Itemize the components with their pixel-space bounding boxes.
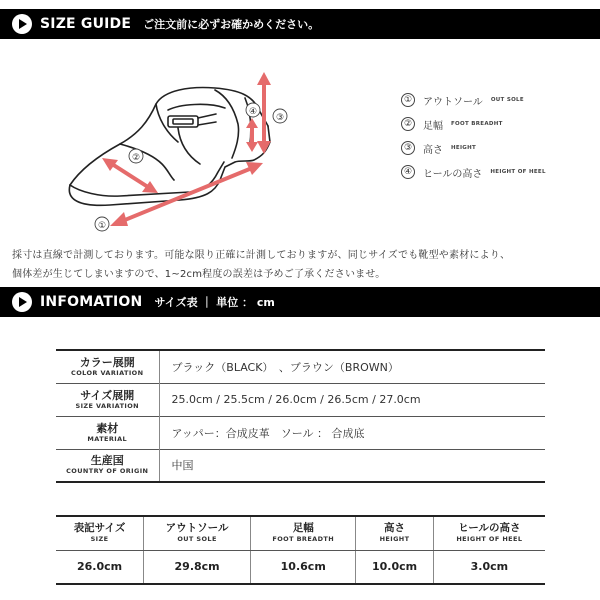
- table-header-row: [56, 516, 545, 550]
- size-measurement-table: [56, 515, 545, 585]
- row-value: 25.0cm / 25.5cm / 26.0cm / 26.5cm / 27.0cm: [171, 393, 421, 406]
- column-header-en: SIZE: [90, 535, 109, 544]
- column-header-en: FOOT BREADTH: [272, 535, 335, 544]
- column-header-en: HEIGHT OF HEEL: [456, 535, 523, 544]
- legend-label-en: OUT SOLE: [490, 97, 524, 103]
- column-header-ja: 表記サイズ: [73, 522, 126, 535]
- column-header-en: HEIGHT: [379, 535, 410, 544]
- row-label-en: MATERIAL: [87, 434, 128, 443]
- legend-number: ④: [401, 165, 415, 179]
- product-info-table: [56, 349, 545, 483]
- legend-label-ja: ヒールの高さ: [423, 168, 483, 180]
- table-row: [56, 449, 545, 482]
- column-header: [433, 516, 545, 550]
- column-header-en: OUT SOLE: [177, 535, 217, 544]
- legend-item: [401, 136, 546, 160]
- legend-label-ja: 高さ: [423, 144, 443, 156]
- row-header: [56, 383, 159, 416]
- play-icon: [12, 292, 32, 312]
- column-header-ja: アウトソール: [165, 522, 229, 535]
- legend-number: ③: [401, 141, 415, 155]
- marker-3: ③: [275, 113, 285, 123]
- row-label-ja: サイズ展開: [80, 388, 135, 402]
- row-label-ja: 生産国: [90, 454, 124, 468]
- marker-2: ②: [131, 153, 141, 163]
- column-header: [356, 516, 433, 550]
- legend-label-en: HEIGHT: [451, 145, 477, 151]
- heel-height-cell: 3.0cm: [433, 550, 545, 584]
- row-value: 中国: [171, 459, 194, 473]
- marker-1: ①: [97, 221, 107, 231]
- legend-number: ②: [401, 117, 415, 131]
- column-header: [56, 516, 144, 550]
- table-row: [56, 416, 545, 449]
- column-header-ja: ヒールの高さ: [458, 522, 521, 535]
- size-guide-title: SIZE GUIDE: [40, 16, 132, 32]
- measurement-note-line-2: 個体差が生じてしまいますので、1~2cm程度の誤差は予めご了承くださいませ。: [12, 269, 386, 280]
- row-label-en: COUNTRY OF ORIGIN: [66, 467, 149, 476]
- table-row: [56, 550, 545, 584]
- legend-item: [401, 160, 546, 184]
- height-cell: 10.0cm: [356, 550, 433, 584]
- row-label-ja: 素材: [96, 421, 119, 435]
- size-guide-subtitle: ご注文前に必ずお確かめください。: [143, 18, 320, 31]
- outsole-cell: 29.8cm: [144, 550, 251, 584]
- measurement-note-line-1: 採寸は直線で計測しております。可能な限り正確に計測しておりますが、同じサイズでも靴型や素材により、: [12, 250, 511, 261]
- play-icon: [12, 14, 32, 34]
- marker-4: ④: [248, 107, 258, 117]
- legend-item: [401, 88, 546, 112]
- legend-number: ①: [401, 93, 415, 107]
- table-row: [56, 383, 545, 416]
- legend-label-ja: 足幅: [423, 120, 443, 132]
- column-header: [251, 516, 356, 550]
- row-header: [56, 449, 159, 482]
- information-header: [0, 287, 600, 317]
- legend-label-en: FOOT BREADHT: [451, 121, 503, 127]
- row-header: [56, 416, 159, 449]
- shoe-diagram: [40, 52, 360, 242]
- legend-item: [401, 112, 546, 136]
- column-header-ja: 高さ: [384, 522, 406, 535]
- row-header: [56, 350, 159, 383]
- foot-breadth-cell: 10.6cm: [251, 550, 356, 584]
- row-label-en: COLOR VARIATION: [71, 368, 144, 377]
- size-cell: 26.0cm: [56, 550, 144, 584]
- row-value: アッパー：合成皮革 ソール ： 合成底: [171, 426, 365, 440]
- table-row: [56, 350, 545, 383]
- information-subtitle: サイズ表 ｜ 単位 ： cm: [154, 296, 275, 309]
- size-guide-header: [0, 9, 600, 39]
- column-header-ja: 足幅: [292, 522, 314, 535]
- shoe-illustration: [40, 52, 360, 242]
- row-label-ja: カラー展開: [79, 355, 135, 369]
- information-title: INFOMATION: [40, 294, 143, 310]
- row-label-en: SIZE VARIATION: [75, 401, 139, 410]
- row-value: ブラック（BLACK） 、ブラウン（BROWN）: [171, 360, 399, 374]
- measurement-legend: [401, 88, 546, 184]
- legend-label-en: HEIGHT OF HEEL: [490, 169, 546, 175]
- legend-label-ja: アウトソール: [423, 96, 483, 108]
- column-header: [144, 516, 251, 550]
